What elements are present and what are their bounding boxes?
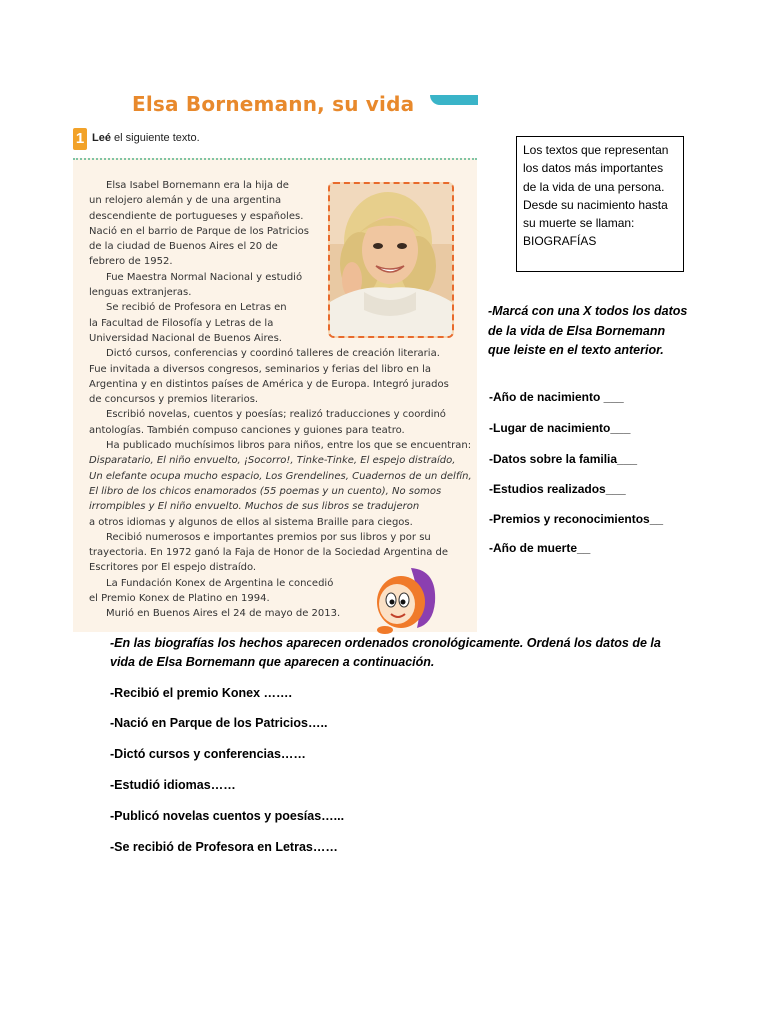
- textbook-page: [72, 92, 478, 632]
- order-item[interactable]: -Se recibió de Profesora en Letras……: [110, 840, 338, 854]
- checklist-item[interactable]: -Estudios realizados___: [489, 482, 626, 496]
- body-line: Ha publicado muchísimos libros para niños, entre los que se encuentran:: [106, 440, 472, 452]
- reading-instruction: [92, 132, 200, 144]
- author-photo: [328, 182, 454, 338]
- body-line: de la ciudad de Buenos Aires el 20 de: [89, 241, 278, 253]
- body-line: Se recibió de Profesora en Letras en: [106, 302, 287, 314]
- body-line: a otros idiomas y algunos de ellos al sistema Braille para ciegos.: [89, 516, 413, 528]
- body-line: Escritores por El espejo distraído.: [89, 562, 257, 574]
- definition-box: [516, 136, 684, 272]
- body-line: Universidad Nacional de Buenos Aires.: [89, 332, 282, 344]
- checklist-item[interactable]: -Año de muerte__: [489, 541, 591, 555]
- order-item[interactable]: -Publicó novelas cuentos y poesías…...: [110, 809, 345, 823]
- order-exercise-instruction: -En las biografías los hechos aparecen ordenados cronológicamente. Ordená los datos de la vida de Elsa Bornemann que aparecen a continuación.: [110, 636, 661, 670]
- body-line: la Facultad de Filosofía y Letras de la: [89, 317, 274, 329]
- portrait-illustration: [330, 184, 452, 336]
- checklist-item[interactable]: -Premios y reconocimientos__: [489, 512, 664, 526]
- checklist-item[interactable]: -Datos sobre la familia___: [489, 452, 638, 466]
- body-line: descendiente de portugueses y españoles.: [89, 210, 304, 222]
- instruction-verb: Leé: [92, 132, 111, 144]
- mascot-illustration: [371, 564, 441, 634]
- body-line: antologías. También compuso canciones y guiones para teatro.: [89, 424, 405, 436]
- reading-panel: [73, 158, 477, 632]
- order-item[interactable]: -Recibió el premio Konex …….: [110, 686, 292, 700]
- decorative-tab: [430, 95, 478, 105]
- order-item[interactable]: -Dictó cursos y conferencias……: [110, 747, 306, 761]
- mascot-character: [371, 564, 441, 634]
- body-line: El libro de los chicos enamorados (55 poemas y un cuento), No somos: [89, 485, 442, 497]
- body-line: La Fundación Konex de Argentina le concedió: [106, 577, 334, 589]
- body-line: Nació en el barrio de Parque de los Patricios: [89, 225, 309, 237]
- body-line: Disparatario, El niño envuelto, ¡Socorro!, Tinke-Tinke, El espejo distraído,: [89, 455, 456, 467]
- body-line: Argentina y en distintos países de América y de Europa. Integró jurados: [89, 378, 449, 390]
- body-line: Fue invitada a diversos congresos, seminarios y ferias del libro en la: [89, 363, 432, 375]
- body-line: Un elefante ocupa mucho espacio, Los Grendelines, Cuadernos de un delfín,: [89, 470, 472, 482]
- definition-text: Los textos que representan los datos más importantes de la vida de una persona. Desde su nacimiento hasta su muerte se llaman: BIOGRAFÍAS: [523, 143, 669, 249]
- body-line: de concursos y premios literarios.: [89, 394, 259, 406]
- body-line: trayectoria. En 1972 ganó la Faja de Honor de la Sociedad Argentina de: [89, 547, 449, 559]
- checklist-item[interactable]: -Año de nacimiento ___: [489, 390, 624, 404]
- body-line: febrero de 1952.: [89, 256, 173, 268]
- body-line: lenguas extranjeras.: [89, 287, 192, 299]
- body-line: irrompibles y El niño envuelto. Muchos de sus libros se tradujeron: [89, 501, 420, 513]
- body-line: Elsa Isabel Bornemann era la hija de: [106, 180, 289, 191]
- body-line: Murió en Buenos Aires el 24 de mayo de 2013.: [106, 608, 341, 620]
- body-line: Recibió numerosos e importantes premios por sus libros y por su: [106, 531, 431, 543]
- body-line: Dictó cursos, conferencias y coordinó talleres de creación literaria.: [106, 348, 440, 360]
- page-title: Elsa Bornemann, su vida: [132, 92, 415, 116]
- order-item[interactable]: -Estudió idiomas……: [110, 778, 236, 792]
- body-line: el Premio Konex de Platino en 1994.: [89, 593, 270, 605]
- body-line: Fue Maestra Normal Nacional y estudió: [106, 271, 303, 283]
- instruction-rest: el siguiente texto.: [110, 132, 200, 144]
- checklist-item[interactable]: -Lugar de nacimiento___: [489, 421, 631, 435]
- body-line: Escribió novelas, cuentos y poesías; realizó traducciones y coordinó: [106, 409, 446, 421]
- body-line: un relojero alemán y de una argentina: [89, 195, 282, 207]
- step-number-badge: 1: [73, 128, 87, 150]
- mark-exercise-instruction: -Marcá con una X todos los datos de la vida de Elsa Bornemann que leiste en el texto anterior.: [488, 304, 688, 358]
- order-item[interactable]: -Nació en Parque de los Patricios…..: [110, 716, 328, 730]
